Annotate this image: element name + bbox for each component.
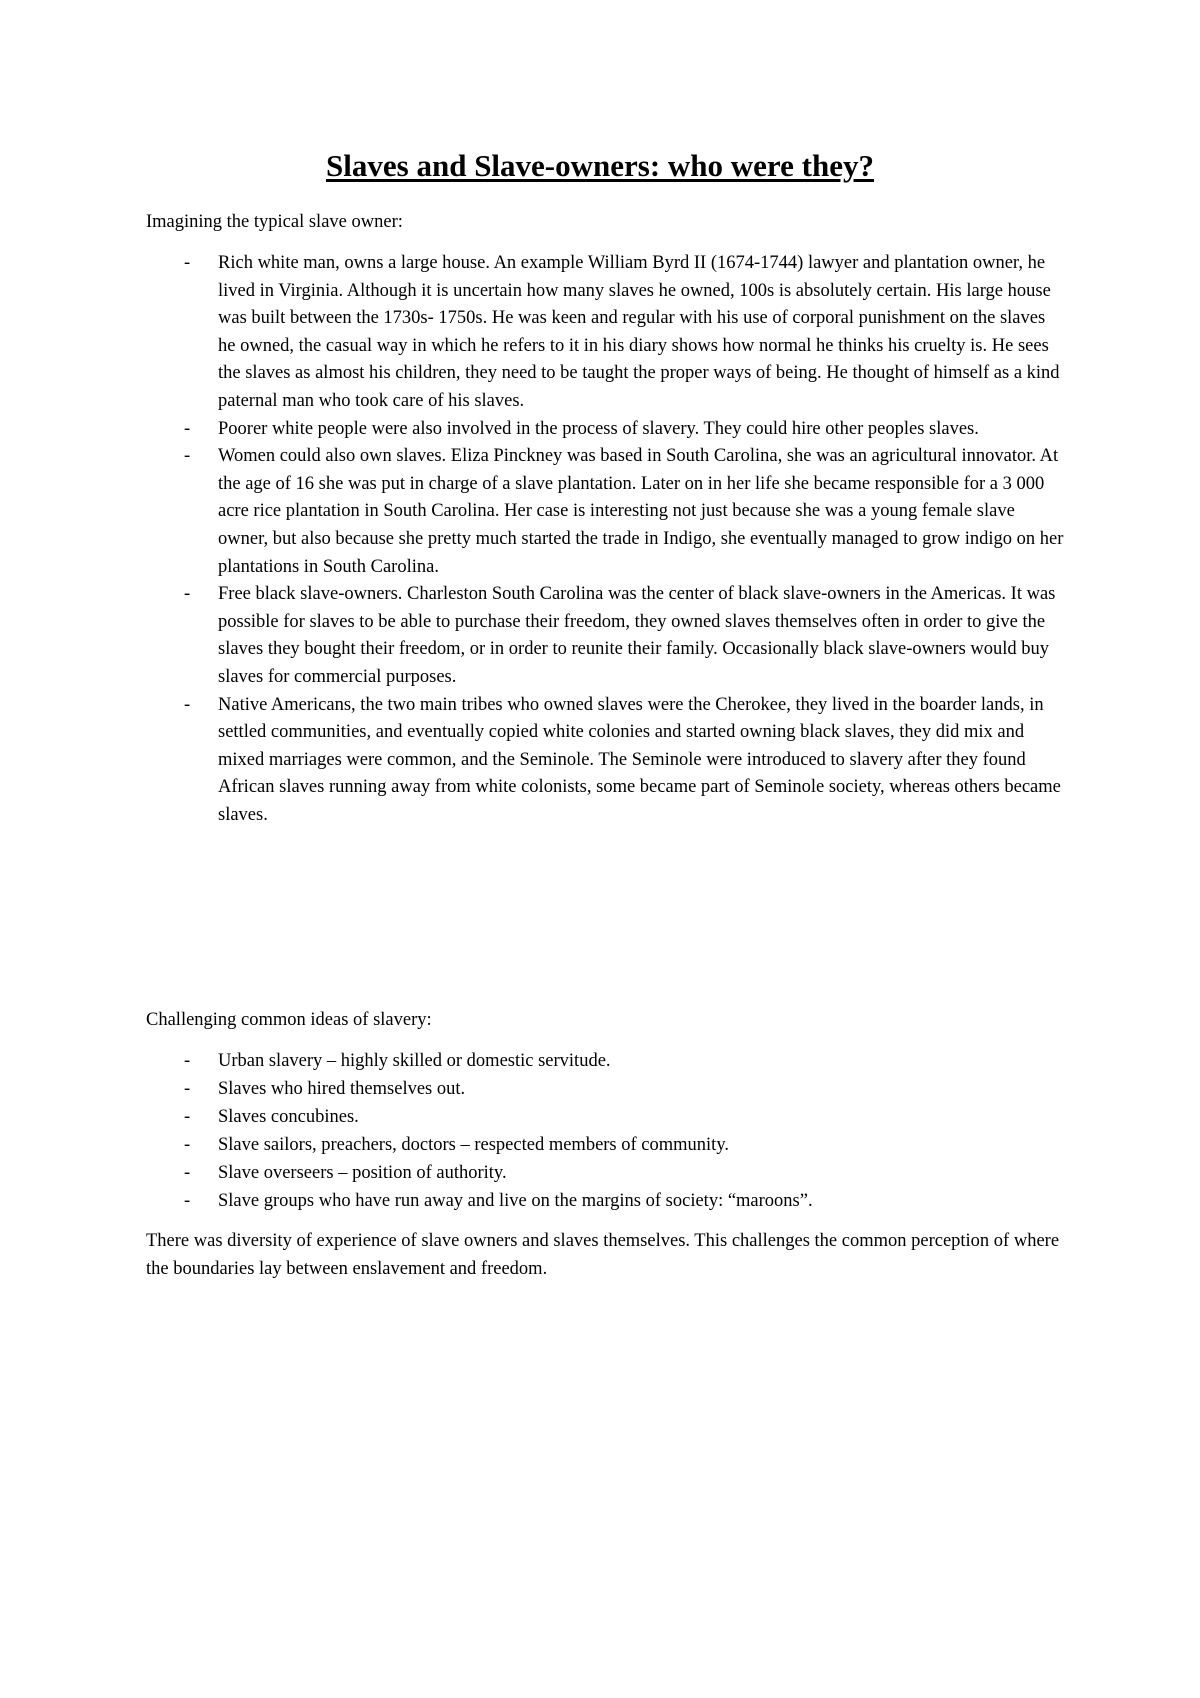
bullet-marker: -	[184, 1135, 191, 1155]
bullet-marker: -	[184, 1107, 191, 1127]
list-item	[146, 1075, 1066, 1103]
section-1-intro: Imagining the typical slave owner:	[146, 212, 403, 232]
list-item-text: Rich white man, owns a large house. An example William Byrd II (1674-1744) lawyer and plantation owner, he lived in Virginia. Although it is uncertain how many slaves he owned, 100s is absolutely certain. His large house was built between the 1730s- 1750s. He was keen and regular with his use of corporal punishment on the slaves he owned, the casual way in which he refers to it in his diary shows how normal he thinks his cruelty is. He sees the slaves as almost his children, they need to be taught the proper ways of being. He thought of himself as a kind paternal man who took care of his slaves.	[218, 253, 1060, 411]
bullet-marker: -	[184, 1051, 191, 1071]
list-item-text: Poorer white people were also involved in the process of slavery. They could hire other peoples slaves.	[218, 418, 979, 439]
list-item-text: Urban slavery – highly skilled or domestic servitude.	[218, 1051, 611, 1071]
list-item-text: Slave sailors, preachers, doctors – respected members of community.	[218, 1135, 729, 1155]
closing-paragraph: There was diversity of experience of slave owners and slaves themselves. This challenges the common perception of where the boundaries lay between enslavement and freedom.	[146, 1231, 1060, 1279]
bullet-marker: -	[184, 253, 191, 273]
list-item	[146, 1187, 1066, 1215]
list-item-text: Slave overseers – position of authority.	[218, 1163, 507, 1183]
list-item	[146, 1159, 1066, 1187]
section-1-list	[146, 250, 1066, 829]
bullet-marker: -	[184, 584, 191, 605]
list-item-text: Free black slave-owners. Charleston South Carolina was the center of black slave-owners in the Americas. It was possible for slaves to be able to purchase their freedom, they owned slaves themselves often in order to give the slaves they bought their freedom, or in order to reunite their family. Occasionally black slave-owners would buy slaves for commercial purposes.	[218, 584, 1056, 687]
bullet-marker: -	[184, 1163, 191, 1183]
bullet-marker: -	[184, 418, 191, 439]
page-title: Slaves and Slave-owners: who were they?	[326, 148, 874, 183]
list-item-text: Slave groups who have run away and live on the margins of society: “maroons”.	[218, 1191, 813, 1211]
list-item	[146, 581, 1066, 691]
section-2-intro: Challenging common ideas of slavery:	[146, 1010, 432, 1030]
list-item	[146, 692, 1066, 830]
list-item-text: Women could also own slaves. Eliza Pinckney was based in South Carolina, she was an agricultural innovator. At the age of 16 she was put in charge of a slave plantation. Later on in her life she became responsible for a 3 000 acre rice plantation in South Carolina. Her case is interesting not just because she was a young female slave owner, but also because she pretty much started the trade in Indigo, she eventually managed to grow indigo on her plantations in South Carolina.	[218, 446, 1064, 577]
list-item	[146, 416, 1066, 444]
list-item	[146, 1103, 1066, 1131]
list-item	[146, 1047, 1066, 1075]
bullet-marker: -	[184, 1191, 191, 1211]
bullet-marker: -	[184, 446, 191, 467]
bullet-marker: -	[184, 694, 191, 715]
list-item-text: Native Americans, the two main tribes who owned slaves were the Cherokee, they lived in the boarder lands, in settled communities, and eventually copied white colonies and started owning black slaves, they did mix and mixed marriages were common, and the Seminole. The Seminole were introduced to slavery after they found African slaves running away from white colonists, some became part of Seminole society, whereas others became slaves.	[218, 694, 1061, 825]
list-item	[146, 250, 1066, 416]
section-2-list	[146, 1047, 1066, 1215]
list-item	[146, 443, 1066, 581]
list-item	[146, 1131, 1066, 1159]
list-item-text: Slaves concubines.	[218, 1107, 359, 1127]
bullet-marker: -	[184, 1079, 191, 1099]
list-item-text: Slaves who hired themselves out.	[218, 1079, 466, 1099]
